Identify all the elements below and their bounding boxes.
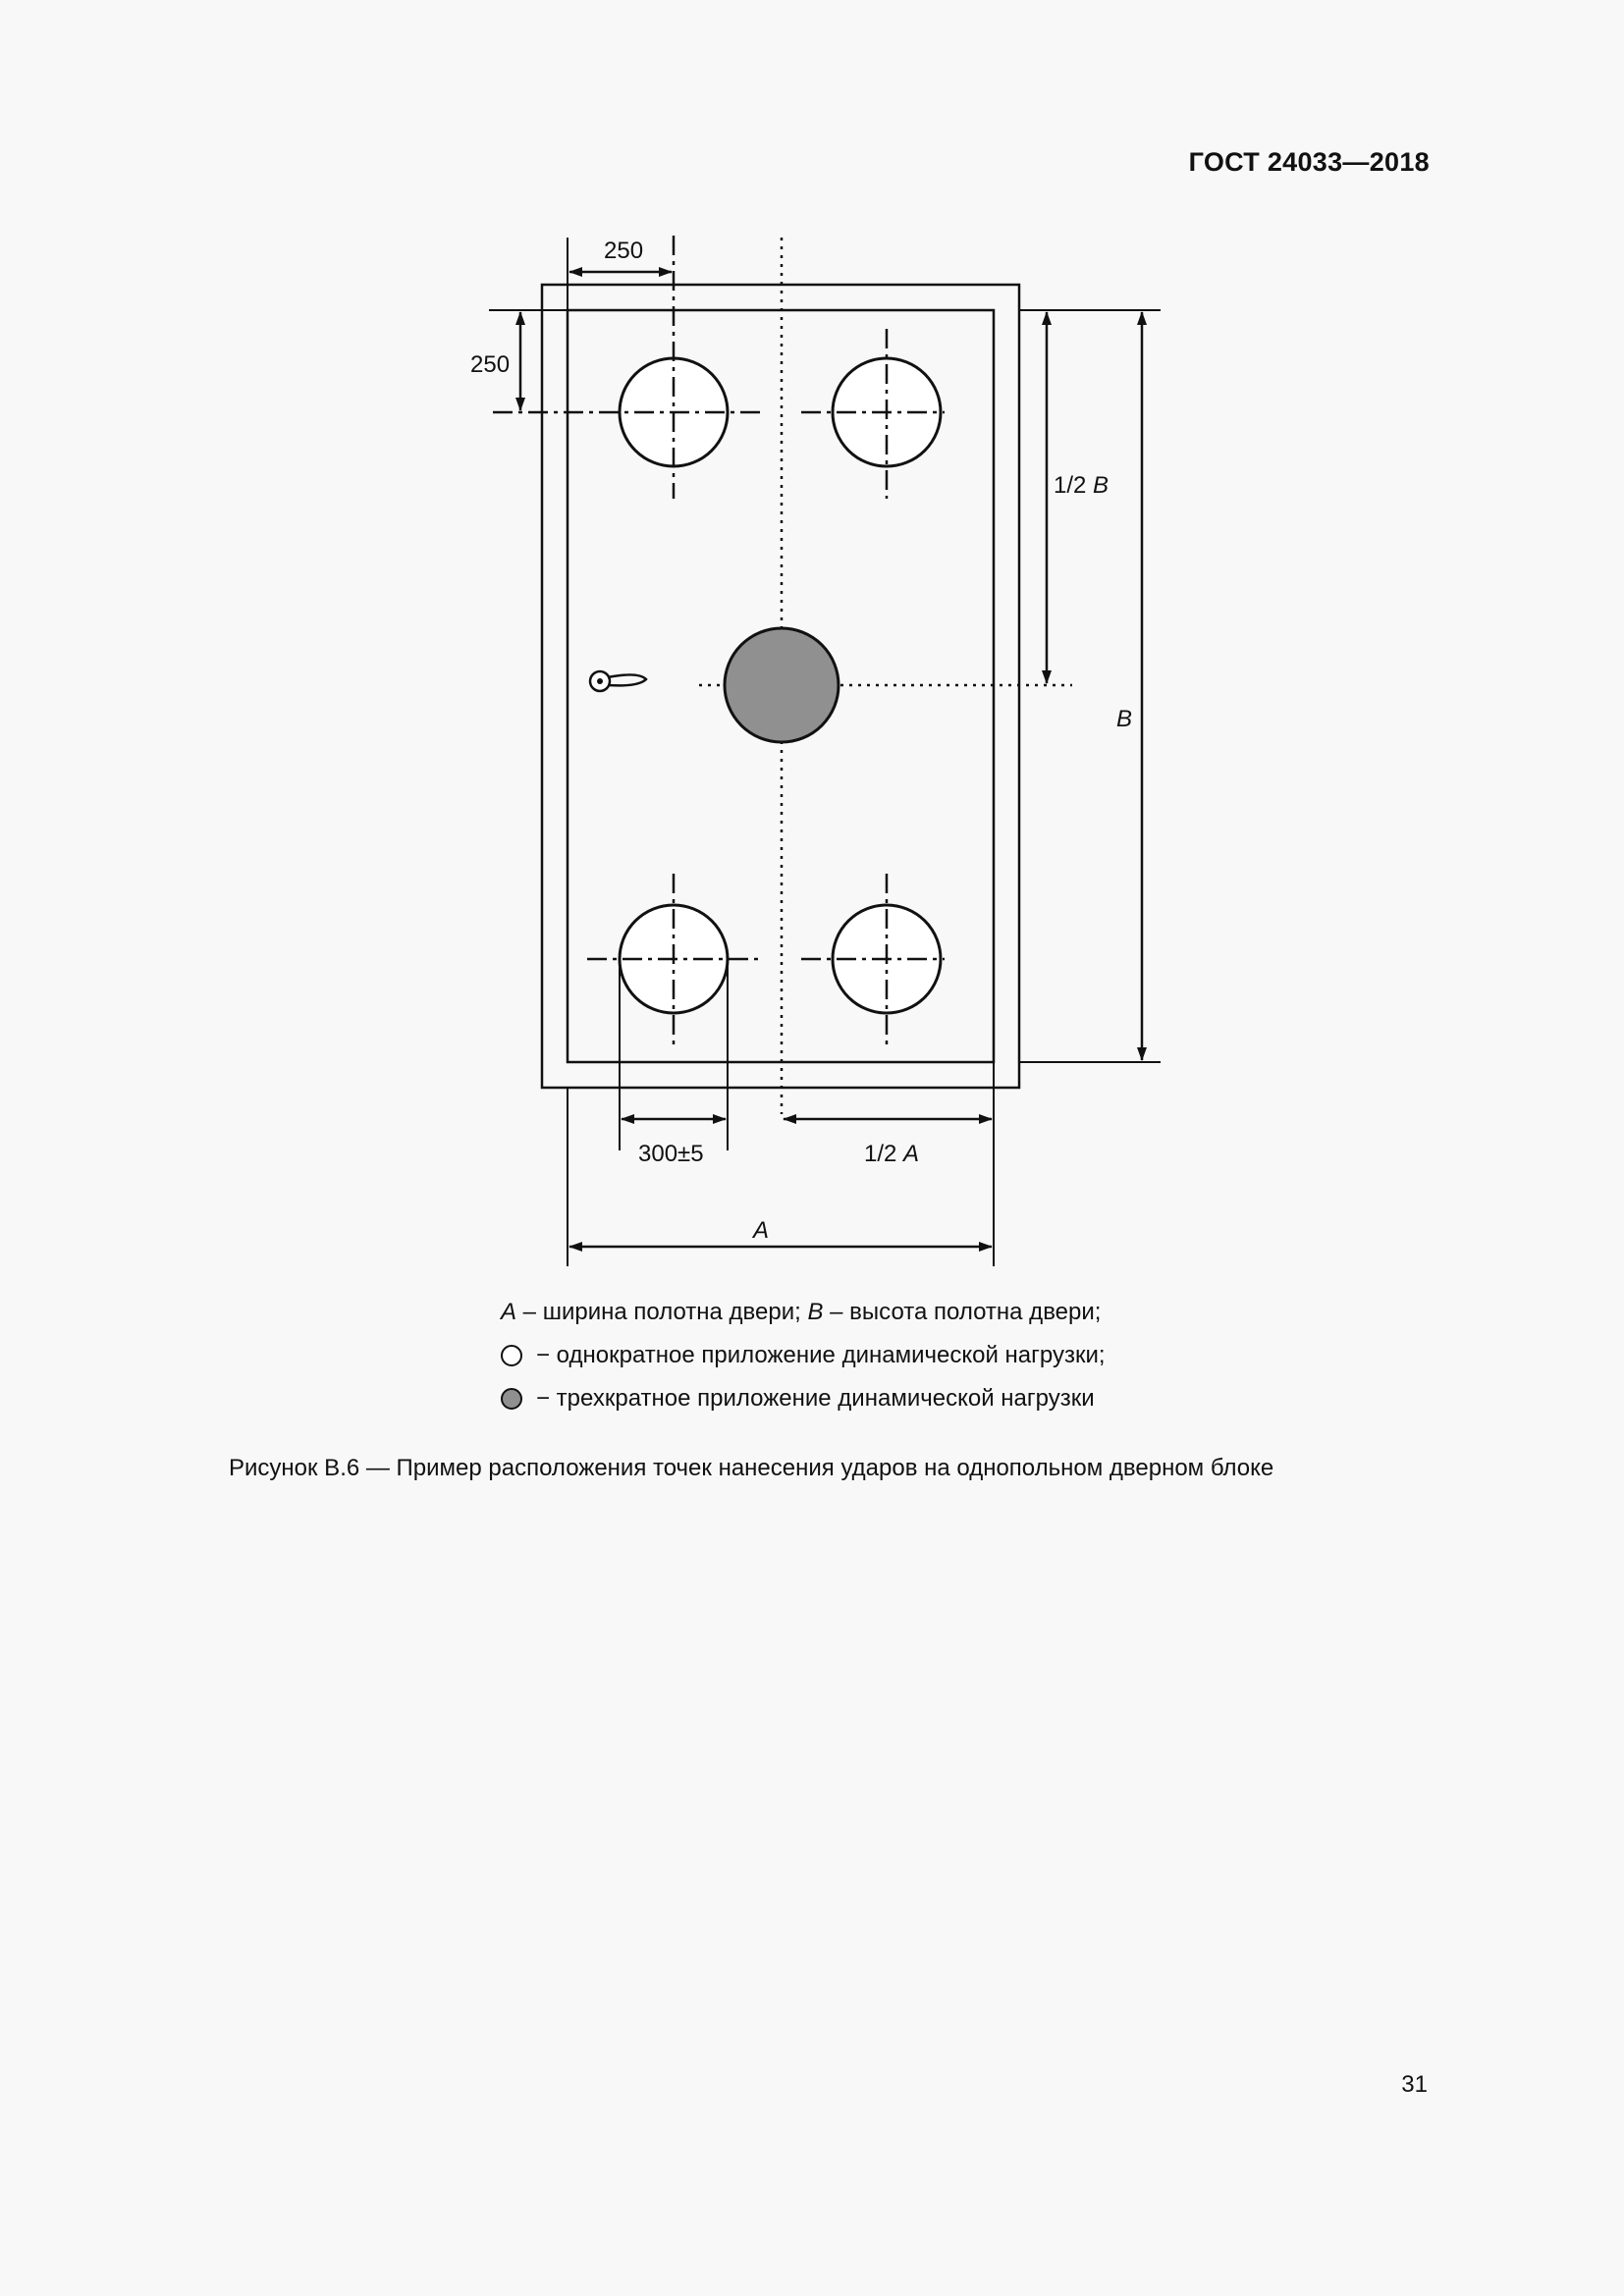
dimension-label-top-250: 250: [604, 238, 644, 264]
legend-text-b: – высота полотна двери;: [823, 1299, 1102, 1325]
legend-var-b: B: [807, 1299, 824, 1325]
page-number: 31: [1401, 2071, 1428, 2098]
filled-circle-icon: [501, 1388, 522, 1410]
legend-var-a: A: [501, 1299, 517, 1325]
figure-legend: [501, 1291, 1106, 1420]
legend-line-dimensions: [501, 1291, 1106, 1334]
impact-point-bottom-left: [587, 874, 762, 1045]
dimension-label-b: B: [1116, 706, 1133, 732]
impact-point-top-left: [493, 236, 762, 499]
impact-point-center-triple: [725, 628, 839, 742]
dimension-label-left-250: 250: [470, 351, 511, 378]
dimension-label-a: A: [753, 1217, 770, 1244]
dimension-label-half-b: 1/2 B: [1054, 472, 1110, 499]
door-handle-icon: [590, 671, 646, 691]
impact-point-top-right: [801, 329, 945, 499]
dimension-label-half-a: 1/2 A: [864, 1141, 920, 1167]
legend-line-single-load: [501, 1334, 1106, 1377]
dimension-label-circle-diameter: 300±5: [638, 1141, 704, 1167]
legend-triple-load-text: − трехкратное приложение динамической нагрузки: [536, 1385, 1095, 1412]
standard-code: ГОСТ 24033—2018: [1188, 147, 1430, 177]
dimension-a: [568, 1088, 992, 1266]
legend-text-a: – ширина полотна двери;: [516, 1299, 808, 1325]
figure-caption: Рисунок В.6 — Пример расположения точек нанесения ударов на однопольном дверном блоке: [229, 1455, 1274, 1481]
impact-point-bottom-right: [801, 874, 945, 1045]
open-circle-icon: [501, 1345, 522, 1366]
legend-single-load-text: − однократное приложение динамической нагрузки;: [536, 1342, 1106, 1368]
dimension-b: [1019, 312, 1161, 1062]
legend-line-triple-load: [501, 1377, 1106, 1420]
